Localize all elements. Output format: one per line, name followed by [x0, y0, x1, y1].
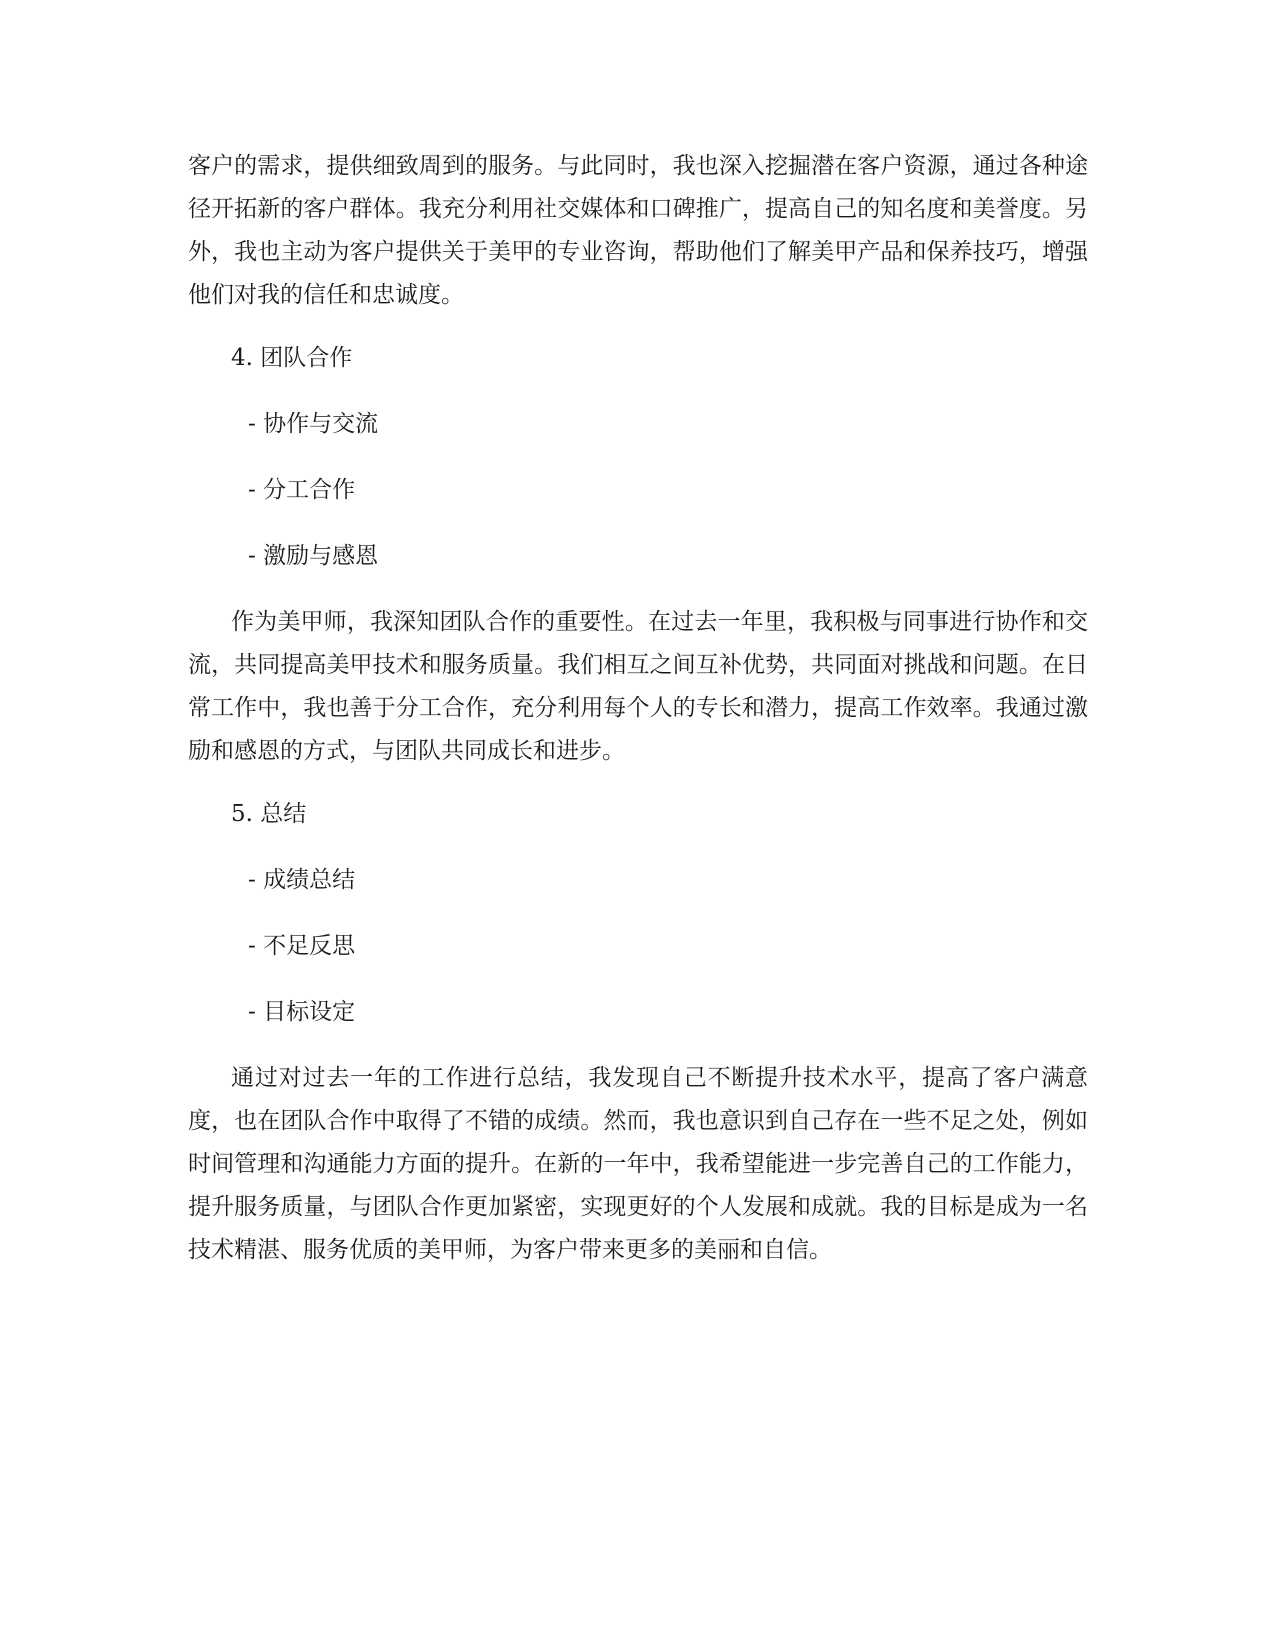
bullet-division-of-labor: - 分工合作: [248, 477, 356, 503]
bullet-achievements: - 成绩总结: [248, 867, 356, 893]
section-heading-teamwork: 4. 团队合作: [231, 345, 353, 371]
bullet-collaboration: - 协作与交流: [248, 411, 379, 437]
paragraph-client-development: 客户的需求，提供细致周到的服务。与此同时，我也深入挖掘潜在客户资源，通过各种途径开拓新的客户群体。我充分利用社交媒体和口碑推广，提高自己的知名度和美誉度。另外，我也主动为客户提供关于美甲的专业咨询，帮助他们了解美甲产品和保养技巧，增强他们对我的信任和忠诚度。: [188, 153, 1088, 308]
bullet-goal-setting: - 目标设定: [248, 999, 356, 1025]
paragraph-summary: 通过对过去一年的工作进行总结，我发现自己不断提升技术水平，提高了客户满意度，也在团队合作中取得了不错的成绩。然而，我也意识到自己存在一些不足之处，例如时间管理和沟通能力方面的提升。在新的一年中，我希望能进一步完善自己的工作能力，提升服务质量，与团队合作更加紧密，实现更好的个人发展和成就。我的目标是成为一名技术精湛、服务优质的美甲师，为客户带来更多的美丽和自信。: [188, 1065, 1088, 1263]
bullet-reflection: - 不足反思: [248, 933, 356, 959]
document-body: [188, 145, 1088, 1272]
paragraph-teamwork: 作为美甲师，我深知团队合作的重要性。在过去一年里，我积极与同事进行协作和交流，共同提高美甲技术和服务质量。我们相互之间互补优势，共同面对挑战和问题。在日常工作中，我也善于分工合作，充分利用每个人的专长和潜力，提高工作效率。我通过激励和感恩的方式，与团队共同成长和进步。: [188, 609, 1088, 764]
bullet-motivation-gratitude: - 激励与感恩: [248, 543, 379, 569]
section-heading-summary: 5. 总结: [231, 801, 307, 827]
